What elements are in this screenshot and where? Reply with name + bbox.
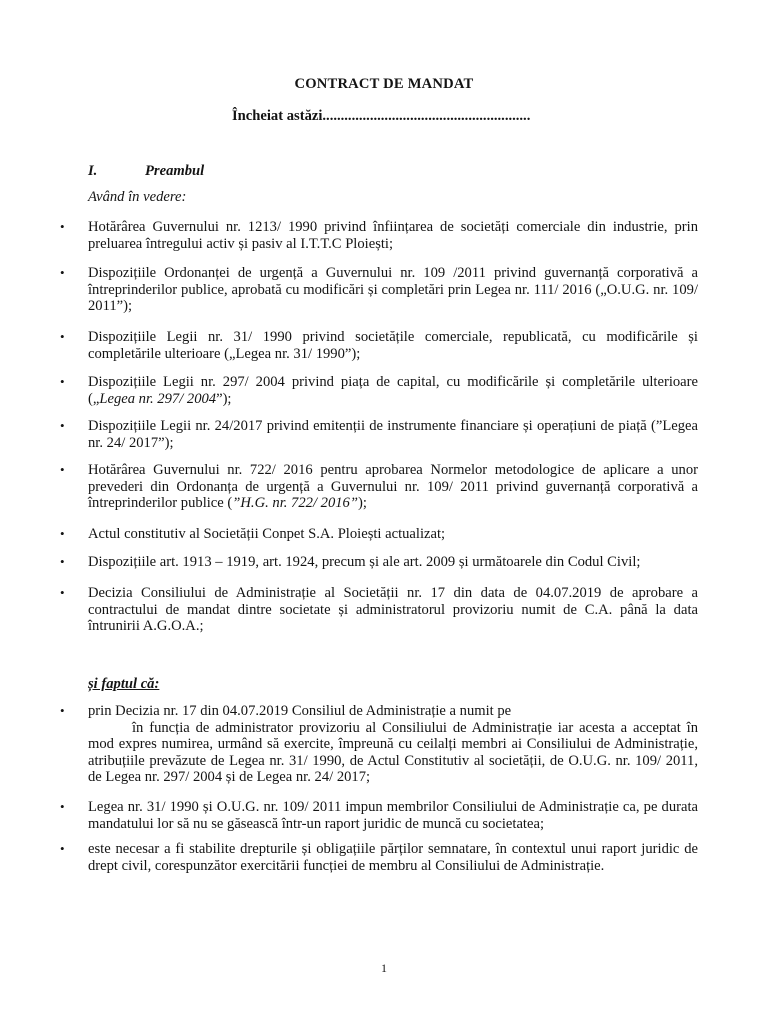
- text-part: în funcția de administrator provizoriu al Consiliului de Administrație iar acesta a acceptat în mod expres numirea, urmând să exercite, împreună cu ceilalți membri ai Consiliului de Administrație, atribuțiile prevăzute de Legea nr. 31/ 1990, de Actul Constitutiv al societății, de O.U.G. nr. 109/ 2011, de Legea nr. 297/ 2004 și de Legea nr. 24/ 2017;: [88, 719, 698, 786]
- list-item: [60, 374, 698, 407]
- bullet-icon: •: [60, 799, 65, 814]
- section-heading: [88, 163, 204, 180]
- list-item-text: [88, 703, 698, 786]
- list-item: [60, 585, 698, 635]
- text-part: Hotărârea Guvernului nr. 722/ 2016 pentru aprobarea Normelor metodologice de aplicare a unor prevederi din Ordonanța de urgență a Guvernului nr. 109/ 2011 privind guvernanță corporativă a întreprinderilor publice (: [88, 462, 698, 512]
- list-item-text: Decizia Consiliului de Administrație al Societății nr. 17 din data de 04.07.2019 de aprobare a contractului de mandat dintre societate și administratorul provizoriu numit de C.A. până la data întrunirii A.G.O.A.;: [88, 585, 698, 635]
- page-number: 1: [381, 961, 387, 975]
- list-item-text: Actul constitutiv al Societății Conpet S.A. Ploiești actualizat;: [88, 526, 446, 542]
- bullet-icon: •: [60, 329, 65, 344]
- section-intro: Având în vedere:: [88, 189, 187, 205]
- document-title: CONTRACT DE MANDAT: [294, 76, 474, 92]
- text-part: );: [357, 495, 367, 512]
- list-item-text: Dispozițiile Ordonanței de urgență a Guvernului nr. 109 /2011 privind guvernanță corporativă a întreprinderilor publice, aprobată cu modificări și completări prin Legea nr. 111/ 2016 („O.U.G. nr. 109/ 2011”);: [88, 265, 698, 315]
- bullet-icon: •: [60, 841, 65, 856]
- list-item-text: Legea nr. 31/ 1990 și O.U.G. nr. 109/ 2011 impun membrilor Consiliului de Administrație ca, pe durata mandatului lor să nu se găsească într-un raport juridic de muncă cu societatea;: [88, 799, 698, 832]
- list-item: [60, 526, 698, 543]
- document-subtitle: Încheiat astăzi.........................................................: [232, 108, 531, 124]
- text-part: Dispozițiile Legii nr. 297/ 2004 privind piața de capital, cu modificările și completările ulterioare („: [88, 374, 698, 407]
- list-item-text: Dispozițiile Legii nr. 24/2017 privind emitenții de instrumente financiare și operațiuni de piață (”Legea nr. 24/ 2017”);: [88, 418, 698, 451]
- bullet-icon: •: [60, 219, 65, 234]
- bullet-icon: •: [60, 418, 65, 433]
- list-item-text: Hotărârea Guvernului nr. 1213/ 1990 privind înființarea de societăți comerciale din industrie, prin preluarea întregului activ și pasiv al I.T.T.C Ploiești;: [88, 219, 698, 252]
- list-item-text: Dispozițiile art. 1913 – 1919, art. 1924, precum și ale art. 2009 și următoarele din Codul Civil;: [88, 554, 641, 570]
- text-part: [88, 720, 698, 786]
- list-item-text: este necesar a fi stabilite drepturile și obligațiile părților semnatare, în contextul unui raport juridic de drept civil, corespunzător exercitării funcției de membru al Consiliului de Administrație.: [88, 841, 698, 874]
- italic-citation: ”H.G. nr. 722/ 2016”: [232, 495, 358, 512]
- text-part: ”);: [216, 390, 232, 407]
- list-item: [60, 219, 698, 252]
- list-item-text: [88, 462, 698, 512]
- italic-citation: Legea nr. 297/ 2004: [99, 390, 217, 407]
- list-item: [60, 265, 698, 315]
- section-number: I.: [88, 163, 98, 179]
- list-item: [60, 462, 698, 512]
- bullet-icon: •: [60, 374, 65, 389]
- facts-heading: și faptul că:: [88, 676, 160, 692]
- list-item: [60, 703, 698, 786]
- bullet-icon: •: [60, 554, 65, 569]
- bullet-icon: •: [60, 462, 65, 477]
- section-title: Preambul: [145, 163, 205, 179]
- bullet-icon: •: [60, 585, 65, 600]
- list-item-text: [88, 374, 698, 407]
- bullet-icon: •: [60, 526, 65, 541]
- list-item: [60, 418, 698, 451]
- list-item-text: Dispozițiile Legii nr. 31/ 1990 privind societățile comerciale, republicată, cu modificările și completările ulterioare („Legea nr. 31/ 1990”);: [88, 329, 698, 362]
- list-item: [60, 554, 698, 571]
- list-item: [60, 799, 698, 832]
- text-line: prin Decizia nr. 17 din 04.07.2019 Consiliul de Administrație a numit pe: [88, 703, 512, 719]
- list-item: [60, 329, 698, 362]
- bullet-icon: •: [60, 265, 65, 280]
- bullet-icon: •: [60, 703, 65, 718]
- list-item: [60, 841, 698, 874]
